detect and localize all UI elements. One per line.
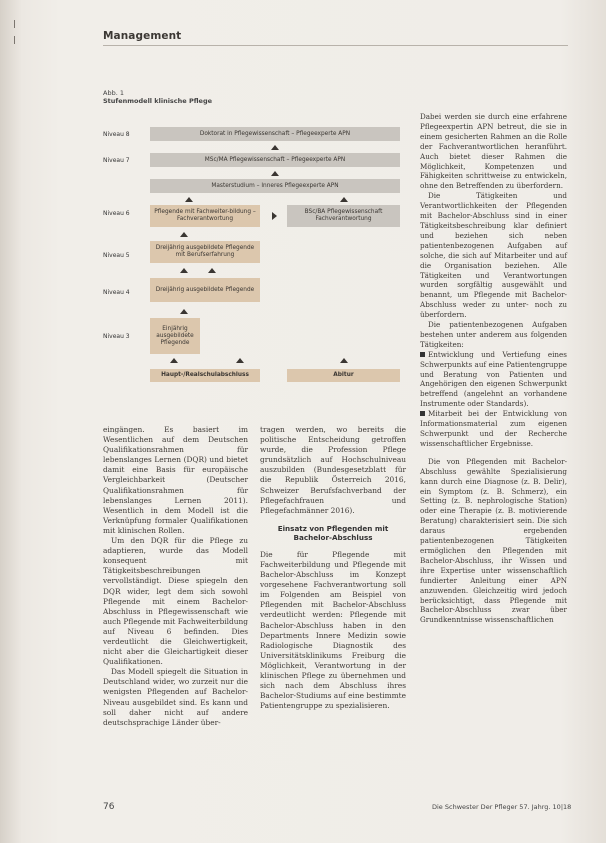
arrow-up-icon <box>185 197 193 202</box>
figure-label: Abb. 1 <box>103 89 124 97</box>
bullet-text: Mitarbeit bei der Entwicklung von Informationsmaterial zum eigenen Schwerpunkt und der Recherche wissenschaftlicher Ergebnisse. <box>420 409 567 448</box>
level-label: Niveau 7 <box>103 157 130 164</box>
level-label: Niveau 3 <box>103 333 130 340</box>
arrow-up-icon <box>208 268 216 273</box>
margin-tick <box>14 20 15 28</box>
arrow-up-icon <box>180 232 188 237</box>
paragraph: Um den DQR für die Pflege zu adaptieren, wurde das Modell konsequent mit Tätigkeitsbeschreibungen vervollständigt. Diese spiegeln den DQR wider, legt dem sich sowohl Pflegende mit einem Bachelor-Abschluss in Pflegewissenschaft wie auch Pflegende mit Fachweiterbildung auf Niveau 6 befinden. Dies verdeutlicht die Gleichwertigkeit, nicht aber die Gleichartigkeit dieser Qualifikationen. <box>103 536 249 667</box>
arrow-up-icon <box>170 358 178 363</box>
arrow-up-icon <box>236 358 244 363</box>
text-column-1 <box>103 425 248 728</box>
arrow-up-icon <box>180 268 188 273</box>
paragraph: Dabei werden sie durch eine erfahrene Pflegeexpertin APN betreut, die sie in einem gesicherten Rahmen an die Rolle der Fachverantwortlichen heranführt. Auch bietet dieser Rahmen die Möglichkeit, Kompetenzen und Fähigkeiten schrittweise zu entwickeln, ohne den Betreffenden zu überfordern. <box>420 112 567 191</box>
section-header: Management <box>103 30 182 42</box>
arrow-up-icon <box>340 197 348 202</box>
level-label: Niveau 8 <box>103 131 130 138</box>
box-niveau-3: Einjährig ausgebildete Pflegende <box>150 318 200 354</box>
paragraph: tragen werden, wo bereits die politische Entscheidung getroffen wurde, die Profession Pflege grundsätzlich auf Hochschulniveau auszubilden (Bundesgesetzblatt für die Republik Österreich 2016, Schweizer Berufsfachverband der Pflegefachfrauen und Pflegefachmänner 2016). <box>260 425 406 515</box>
level-label: Niveau 6 <box>103 210 130 217</box>
paragraph: Das Modell spiegelt die Situation in Deutschland wider, wo zurzeit nur die wenigsten Pflegenden auf Bachelor-Niveau ausgebildet sind. Es kann und soll daher nicht auf andere deutschsprachige Länder über- <box>103 667 248 727</box>
text-column-2 <box>260 425 406 711</box>
box-haupt-realschulabschluss: Haupt-/Realschulabschluss <box>150 369 260 382</box>
box-niveau-6-fachweiterbildung: Pflegende mit Fachweiter-bildung – Fachverantwortung <box>150 205 260 227</box>
page-number: 76 <box>103 802 115 812</box>
bullet-item <box>420 409 567 449</box>
level-label: Niveau 5 <box>103 252 130 259</box>
box-niveau-7: MSc/MA Pflegewissenschaft – Pflegeexperte APN <box>150 153 400 167</box>
box-niveau-6-bachelor: BSc/BA Pflegewissenschaft Fachverantwortung <box>287 205 400 227</box>
arrow-up-icon <box>271 171 279 176</box>
box-niveau-4: Dreijährig ausgebildete Pflegende <box>150 278 260 302</box>
bullet-square-icon <box>420 352 425 357</box>
paragraph: Die für Pflegende mit Fachweiterbildung und Pflegende mit Bachelor-Abschluss im Konzept vorgesehene Fachverantwortung soll im Folgenden am Beispiel von Pflegenden mit Bachelor-Abschluss verdeutlicht werden: Pflegende mit Bachelor-Abschluss haben in den Departments Innere Medizin sowie Radiologische Diagnostik des Universitätsklinikums Freiburg die Möglichkeit, Verantwortung in der klinischen Pflege zu übernehmen und sich nach dem Abschluss ihres Bachelor-Studiums auf eine bestimmte Patientengruppe zu spezialisieren. <box>260 549 406 711</box>
text-column-3 <box>420 112 567 625</box>
bullet-text: Entwicklung und Vertiefung eines Schwerpunkts auf eine Patientengruppe und Beratung von Patienten und Angehörigen den eigenen Schwerpunkt betreffend (angelehnt an vorhandene Instrumente oder Standards). <box>420 349 567 409</box>
arrow-right-icon <box>272 212 277 220</box>
box-abitur: Abitur <box>287 369 400 382</box>
paragraph: Die patientenbezogenen Aufgaben bestehen unter anderem aus folgenden Tätigkeiten: <box>420 320 567 349</box>
journal-footer: Die Schwester Der Pfleger 57. Jahrg. 10|18 <box>432 803 572 811</box>
arrow-up-icon <box>180 309 188 314</box>
box-niveau-8: Doktorat in Pflegewissenschaft – Pflegeexperte APN <box>150 127 400 141</box>
arrow-up-icon <box>340 358 348 363</box>
paragraph: Die Tätigkeiten und Verantwortlichkeiten der Pflegenden mit Bachelor-Abschluss sind in einer Tätigkeitsbeschreibung klar definiert und beziehen sich neben patientenbezogenen Aufgaben auf solche, die sich auf Mitarbeiter und auf die Organisation beziehen. Alle Tätigkeiten und Verantwortungen wurden sorgfältig ausgewählt und benannt, um Pflegende mit Bachelor-Abschluss weder zu unter- noch zu überfordern. <box>420 191 567 320</box>
bullet-item <box>420 350 567 409</box>
box-masterstudium: Masterstudium – Inneres Pflegeexperte APN <box>150 179 400 193</box>
section-heading: Einsatz von Pflegenden mit Bachelor-Abschluss <box>277 523 389 542</box>
paragraph: eingängen. Es basiert im Wesentlichen auf dem Deutschen Qualifikationsrahmen für lebenslanges Lernen (DQR) und bietet damit eine Basis für europäische Vergleichbarkeit (Deutscher Qualifikationsrahmen für lebenslanges Lernen 2011). Wesentlich in dem Modell ist die Verknüpfung formaler Qualifikationen mit klinischen Rollen. <box>103 425 248 535</box>
figure-caption <box>103 89 212 105</box>
paragraph: Die von Pflegenden mit Bachelor-Abschluss gewählte Spezialisierung kann durch eine Diagnose (z. B. Delir), ein Symptom (z. B. Schmerz), ein Setting (z. B. nephrologische Station) oder eine Therapie (z. B. motivierende Beratung) charakterisiert sein. Die sich daraus ergebenden patientenbezogenen Tätigkeiten ermöglichen den Pflegenden mit Bachelor-Abschluss, ihr Wissen und ihre Expertise unter wissenschaftlich fundierter Anleitung einer APN anzuwenden. Gleichzeitig wird jedoch berücksichtigt, dass Pflegende mit Bachelor-Abschluss zwar über Grundkenntnisse wissenschaftlichen <box>420 456 567 625</box>
bullet-square-icon <box>420 411 425 416</box>
level-label: Niveau 4 <box>103 289 130 296</box>
header-rule <box>103 45 568 46</box>
arrow-up-icon <box>271 145 279 150</box>
box-niveau-5: Dreijährig ausgebildete Pflegende mit Berufserfahrung <box>150 241 260 263</box>
margin-tick <box>14 36 15 44</box>
figure-title: Stufenmodell klinische Pflege <box>103 97 213 105</box>
